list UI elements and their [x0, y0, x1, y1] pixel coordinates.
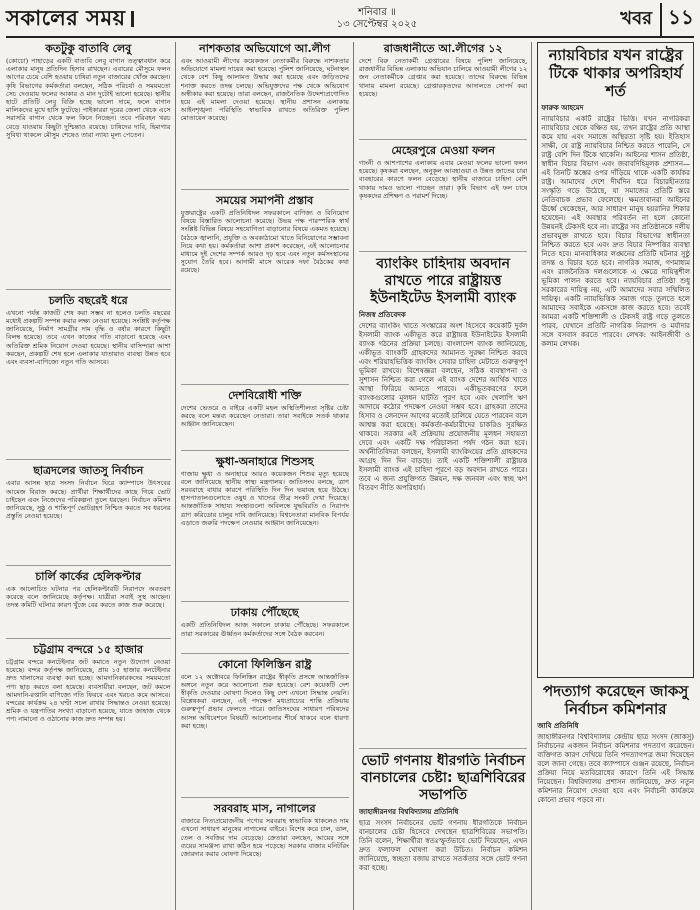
article	[6, 643, 171, 906]
article	[6, 294, 171, 461]
article-body: ন্যায়বিচার একটি রাষ্ট্রের ভিত্তি। যখন নাগরিকরা ন্যায়বিচার থেকে বঞ্চিত হয়, তখন রাষ্ট্রের প্রতি আস্থা কমে যায় এবং সমাজে অস্থিরতা সৃষ্টি হয়। ইতিহাস সাক্ষী, যে রাষ্ট্র ন্যায়বিচার নিশ্চিত করতে পারেনি, সে রাষ্ট্র বেশি দিন টিকে থাকেনি। আইনের শাসন প্রতিষ্ঠা, স্বাধীন বিচার বিভাগ এবং জবাবদিহিমূলক প্রশাসন—এই তিনটি স্তম্ভের ওপর দাঁড়িয়ে থাকে একটি কার্যকর রাষ্ট্র। আমাদের দেশে দীর্ঘদিন ধরে বিচারহীনতার সংস্কৃতি গড়ে উঠেছে, যা সমাজের প্রতিটি স্তরে নেতিবাচক প্রভাব ফেলেছে। ক্ষমতাবানরা আইনের ঊর্ধ্বে থেকেছেন, আর সাধারণ মানুষ হয়রানির শিকার হয়েছেন। এই অবস্থার পরিবর্তন না হলে কোনো উন্নয়নই টেকসই হবে না। রাষ্ট্রের সব প্রতিষ্ঠানকে দলীয় প্রভাবমুক্ত রাখতে হবে। বিচার বিভাগের স্বাধীনতা নিশ্চিত করতে হবে এবং দ্রুত বিচার নিষ্পত্তির ব্যবস্থা নিতে হবে। মানবাধিকার লঙ্ঘনের প্রতিটি ঘটনার সুষ্ঠু তদন্ত ও বিচার হতে হবে। নাগরিক সমাজ, গণমাধ্যম এবং রাজনৈতিক দলগুলোকে এ ক্ষেত্রে দায়িত্বশীল ভূমিকা পালন করতে হবে। ন্যায়বিচার প্রতিষ্ঠা শুধু সরকারের দায়িত্ব নয়, এটি আমাদের সবার সম্মিলিত দায়িত্ব। একটি ন্যায়ভিত্তিক সমাজ গড়ে তুলতে হলে আমাদের সবাইকে একসঙ্গে কাজ করতে হবে। তবেই আমরা একটি শক্তিশালী ও টেকসই রাষ্ট্র গড়ে তুলতে পারব, যেখানে প্রতিটি নাগরিক নিরাপদ ও মর্যাদার সঙ্গে বসবাস করতে পারবে। লেখক: আইনজীবী ও কলাম লেখক।	[541, 115, 691, 348]
newspaper-brand	[6, 2, 134, 37]
article-body: বলে ১২ অক্টোবরে ফিলিস্তিন রাষ্ট্রের স্বীকৃতি প্রসঙ্গে আন্তর্জাতিক অঙ্গনে নতুন করে আলোচনা শুরু হয়েছে। বেশ কয়েকটি দেশ স্বীকৃতি দেওয়ার ঘোষণা দিলেও কিছু দেশ এখনো সিদ্ধান্ত নেয়নি। বিশ্লেষকরা বলছেন, এই পদক্ষেপ মধ্যপ্রাচ্যের শান্তি প্রক্রিয়ায় গুরুত্বপূর্ণ প্রভাব ফেলতে পারে। জাতিসংঘের সাধারণ পরিষদের আসন্ন অধিবেশনে বিষয়টি আলোচনার শীর্ষে থাকবে বলে ধারণা করা হচ্ছে।	[180, 672, 349, 730]
article-headline[interactable]: চলতি বছরেই ধরে	[48, 293, 128, 307]
date: ১৩ সেপ্টেম্বর ২০২৫	[336, 19, 418, 30]
article-headline[interactable]: নাশকতার অভিযোগে আ.লীগ	[199, 42, 331, 55]
article-body: এবং আওয়ামী লীগের কয়েকজন নেতাকর্মীর বিরুদ্ধে নাশকতার অভিযোগে মামলা দায়ের করা হয়েছে। পুলিশ জানিয়েছে, ঘটনাস্থল থেকে বেশ কিছু আলামত উদ্ধার করা হয়েছে এবং জড়িতদের শনাক্ত করতে তদন্ত চলছে। অভিযুক্তদের পক্ষ থেকে অভিযোগ অস্বীকার করা হয়েছে। তারা বলছেন, রাজনৈতিক উদ্দেশ্যপ্রণোদিত হয়ে এই মামলা দেওয়া হয়েছে। স্থানীয় প্রশাসন এলাকায় আইনশৃঙ্খলা পরিস্থিতি স্বাভাবিক রাখতে অতিরিক্ত পুলিশ মোতায়েন করেছে।	[180, 57, 349, 123]
article-body: দেশের ব্যাংকিং খাতে সংস্কারের অংশ হিসেবে কয়েকটি দুর্বল ইসলামী ব্যাংক একীভূত করে রাষ্ট্রায়ত্ত ইউনাইটেড ইসলামী ব্যাংক গঠনের প্রক্রিয়া চলছে। বাংলাদেশ ব্যাংক জানিয়েছে, একীভূত ব্যাংকটি গ্রাহকদের আমানত সুরক্ষা নিশ্চিত করবে এবং শরিয়াহভিত্তিক ব্যাংকিং সেবার চাহিদা মেটাতে গুরুত্বপূর্ণ ভূমিকা রাখবে। বিশেষজ্ঞরা বলছেন, সঠিক ব্যবস্থাপনা ও সুশাসন নিশ্চিত করা গেলে এই ব্যাংক দেশের আর্থিক খাতে আস্থা ফিরিয়ে আনতে পারবে। একীভূতকরণের ফলে ব্যাংকগুলোর মূলধন ঘাটতি পূরণ হবে এবং খেলাপি ঋণ আদায়ে কঠোর পদক্ষেপ নেওয়া সম্ভব হবে। গ্রাহকরা তাদের হিসাব ও লেনদেন আগের মতোই চালিয়ে যেতে পারবেন বলে আশ্বস্ত করা হয়েছে। কর্মকর্তা-কর্মচারীদের চাকরিও সুরক্ষিত থাকবে। সরকার এই প্রক্রিয়ায় প্রয়োজনীয় মূলধন সহায়তা দেবে এবং একটি দক্ষ পরিচালনা পর্ষদ গঠন করা হবে। অর্থনীতিবিদরা বলছেন, ইসলামী ব্যাংকিংয়ের প্রতি গ্রাহকদের আগ্রহ দিন দিন বাড়ছে। তাই একটি শক্তিশালী রাষ্ট্রায়ত্ত ইসলামী ব্যাংক এই চাহিদা পূরণে বড় অবদান রাখতে পারে। তবে এ জন্য প্রযুক্তিগত উন্নয়ন, দক্ষ জনবল এবং স্বচ্ছ ঋণ বিতরণ নীতি অপরিহার্য।	[358, 321, 528, 492]
article	[181, 802, 349, 906]
article	[181, 606, 349, 653]
article	[6, 42, 171, 290]
article-body: এবার আসন্ন ছাত্র সংসদ নির্বাচন ঘিরে ক্যাম্পাসে উৎসবের আমেজ বিরাজ করছে। প্রার্থীরা শিক্ষার্থীদের কাছে গিয়ে ভোট চাইছেন এবং নিজেদের পরিকল্পনা তুলে ধরছেন। নির্বাচন কমিশন জানিয়েছে, সুষ্ঠু ও শান্তিপূর্ণ ভোটগ্রহণ নিশ্চিত করতে সব ধরনের প্রস্তুতি নেওয়া হয়েছে।	[6, 479, 171, 521]
article-headline[interactable]: চট্টগ্রাম বন্দরে ১৫ হাজার	[33, 642, 144, 656]
column-2	[181, 42, 354, 910]
article	[359, 256, 527, 749]
masthead	[6, 4, 694, 38]
section-tag	[620, 3, 694, 36]
article	[181, 389, 349, 451]
article-body: এক আলোচিত ঘটনার পর হেলিকপ্টারটি নিরাপদে অবতরণ করেছে বলে জানিয়েছে কর্তৃপক্ষ। যাত্রীরা সবাই সুস্থ আছেন। তদন্ত কমিটি ঘটনার কারণ খুঁজে বের করতে কাজ শুরু করেছে।	[6, 584, 171, 610]
article	[181, 658, 349, 799]
article-body: ছাত্র সংসদ নির্বাচনের ভোট গণনায় ধীরগতিকে নির্বাচন বানচালের চেষ্টা হিসেবে দেখছেন ছাত্রশিবিরের সভাপতি। তিনি বলেন, শিক্ষার্থীরা স্বতঃস্ফূর্তভাবে ভোট দিয়েছেন, এখন দ্রুত ফলাফল ঘোষণা করা উচিত। নির্বাচন কমিশন জানিয়েছে, স্বচ্ছতা বজায় রাখতে সতর্কতার সঙ্গে ভোট গণনা করা হচ্ছে।	[358, 818, 528, 872]
article	[359, 42, 527, 140]
article-byline: জাহাঙ্গীরনগর বিশ্ববিদ্যালয় প্রতিনিধি	[358, 806, 459, 816]
article-body: গাজায় ক্ষুধা ও অনাহারে আরও কয়েকজন শিশুর মৃত্যু হয়েছে বলে জানিয়েছে স্থানীয় স্বাস্থ্য মন্ত্রণালয়। জাতিসংঘ বলছে, ত্রাণ সরবরাহে বাধার কারণে পরিস্থিতি দিন দিন ভয়াবহ হয়ে উঠছে। হাসপাতালগুলোতে ওষুধ ও খাদ্যের তীব্র সংকট দেখা দিয়েছে। আন্তর্জাতিক সাহায্য সংস্থাগুলো অবিলম্বে যুদ্ধবিরতি ও নিরাপদ ত্রাণ করিডোর চালুর দাবি জানিয়েছে। বিশ্বনেতারা মানবিক বিপর্যয় এড়াতে জরুরি পদক্ষেপ নেওয়ার আহ্বান জানিয়েছেন।	[180, 469, 349, 527]
article-headline[interactable]: পদত্যাগ করেছেন জাকসু নির্বাচন কমিশনার	[543, 681, 689, 718]
article-body: বাজারে নিত্যপ্রয়োজনীয় পণ্যের সরবরাহ স্বাভাবিক থাকলেও দাম এখনো সাধারণ মানুষের নাগালের বাইরে। বিশেষ করে চাল, ডাল, তেল ও সবজির দাম বেড়েছে। ক্রেতারা বলছেন, আয়ের সঙ্গে ব্যয়ের সামঞ্জস্য রাখা কঠিন হয়ে পড়েছে। সরকার বাজার মনিটরিং জোরদার করার ঘোষণা দিয়েছে।	[180, 817, 349, 859]
article-body: গাংনী ও আশপাশের এলাকায় এবার মেওয়া ফলের ভালো ফলন হয়েছে। কৃষকরা বলছেন, অনুকূল আবহাওয়া ও উন্নত জাতের চারা ব্যবহারের কারণে ফলন বেড়েছে। স্থানীয় বাজারে চাহিদা বেশি থাকায় দামও ভালো পাচ্ছেন তারা। কৃষি বিভাগ এই ফল চাষে কৃষকদের প্রশিক্ষণ ও পরামর্শ দিচ্ছে।	[358, 159, 528, 200]
article-body: দেশে বিরু নেতাকর্মী গ্রেপ্তারের বিষয়ে পুলিশ জানিয়েছে, রাজধানীর বিভিন্ন এলাকায় অভিযান চালিয়ে আওয়ামী লীগের ১২ জন নেতাকর্মীকে গ্রেপ্তার করা হয়েছে। তাদের বিরুদ্ধে বিভিন্ন থানায় মামলা রয়েছে। গ্রেপ্তারকৃতদের আদালতে সোপর্দ করা হয়েছে।	[358, 57, 528, 98]
article-byline: জাবি প্রতিনিধি	[537, 720, 579, 730]
article-headline[interactable]: কোনো ফিলিস্তিন রাষ্ট্র	[217, 657, 312, 671]
article	[359, 753, 527, 906]
article-columns	[6, 42, 694, 910]
article	[359, 144, 527, 251]
column-3	[359, 42, 532, 910]
article-headline[interactable]: ঢাকায় পৌঁছেছে	[230, 606, 299, 620]
article-headline[interactable]: ছাত্রদলের জাতসু নির্বাচন	[33, 464, 144, 478]
article-headline[interactable]: মেহেরপুরে মেওয়া ফলন	[391, 144, 495, 158]
article	[6, 570, 171, 639]
brand-name: সকালের সময়	[6, 5, 126, 30]
article-headline[interactable]: ভোট গণনায় ধীরগতি নির্বাচন বানচালের চেষ্টা: ছাত্রশিবিরের সভাপতি	[360, 752, 526, 803]
article-headline[interactable]: দেশবিরোধী শক্তি	[228, 388, 302, 402]
article-headline[interactable]: সময়ের সমাপনী প্রস্তাব	[216, 193, 314, 207]
article-body: (কোচো) পাহাড়ের একটি বাতাবি লেবু বাগান তত্ত্বাবধান করে এলাকার মানুষ প্রতিদিন হিসাব রাখছেন। এবারের মৌসুমে ফলন আগের চেয়ে বেশি হওয়ায় চাষিরা নতুন বাজারের খোঁজ করছেন। কৃষি বিভাগের কর্মকর্তারা বলছেন, সঠিক পরিচর্যা ও সময়মতো সেচ দেওয়ায় ফলের আকার ও মান দুটোই ভালো হয়েছে। স্থানীয় হাটে প্রতিটি লেবু বিক্রি হচ্ছে ভালো দামে, ফলে বাগান মালিকদের মুখে হাসি ফুটেছে। পাইকাররা দূরের জেলা থেকে এসে সরাসরি বাগান থেকে ফল কিনে নিচ্ছেন। তবে পরিবহন খরচ বেড়ে যাওয়ায় কিছুটা দুশ্চিন্তাও রয়েছে। চাষিদের দাবি, হিমাগার সুবিধা থাকলে মৌসুম শেষেও তারা ন্যায্য মূল্য পেতেন।	[6, 57, 171, 139]
article-headline[interactable]: সরবরাহ মাস, নাগালের	[213, 802, 316, 816]
article-headline[interactable]: চার্লি কার্কের হেলিকপ্টার	[35, 569, 142, 583]
article-body: দেশের ভেতরে ও বাইরে একটি মহল অস্থিতিশীলতা সৃষ্টির চেষ্টা করছে বলে মন্তব্য করেছেন নেতারা। তারা সবাইকে সতর্ক থাকার আহ্বান জানিয়েছেন।	[180, 403, 349, 429]
weekday: শনিবার ॥	[358, 7, 396, 18]
article-body: জাহাঙ্গীরনগর বিশ্ববিদ্যালয় কেন্দ্রীয় ছাত্র সংসদ (জাকসু) নির্বাচনের একজন নির্বাচন কমিশনার পদত্যাগ করেছেন। ব্যক্তিগত কারণ দেখিয়ে তিনি পদত্যাগপত্র জমা দিয়েছেন বলে জানা গেছে। তবে ক্যাম্পাসে গুঞ্জন রয়েছে, নির্বাচন প্রক্রিয়া নিয়ে মতবিরোধের কারণে তিনি এই সিদ্ধান্ত নিয়েছেন। বিশ্ববিদ্যালয় প্রশাসন জানিয়েছে, দ্রুত নতুন কমিশনার নিয়োগ দেওয়া হবে এবং নির্বাচনী কার্যক্রমে কোনো প্রভাব পড়বে না।	[537, 732, 695, 804]
article-headline[interactable]: ব্যাংকিং চাহিদায় অবদান রাখতে পারে রাষ্ট্রায়ত্ত ইউনাইটেড ইসলামী ব্যাংক	[370, 255, 516, 306]
article	[6, 464, 171, 566]
article-body: একটি প্রতিনিধিদল আজ সকালে ঢাকায় পৌঁছেছে। সফরকালে তারা সরকারের ঊর্ধ্বতন কর্মকর্তাদের সঙ্গে বৈঠক করবেন।	[180, 621, 349, 638]
article-headline[interactable]: কতটুকু বাতাবি লেবু	[45, 42, 132, 55]
article-headline[interactable]: ন্যায়বিচার যখন রাষ্ট্রের টিকে থাকার অপরিহার্য শর্ত	[548, 46, 683, 100]
article	[181, 42, 349, 190]
column-4	[537, 42, 694, 910]
column-1	[6, 42, 176, 910]
brand-divider	[131, 11, 134, 27]
article-headline[interactable]: ক্ষুধা-অনাহারে শিশুসহ	[215, 454, 314, 468]
article-body: এখনো পর্যন্ত কাজটি শেষ করা সম্ভব না হলেও চলতি বছরের মধ্যেই প্রকল্পটি সম্পন্ন করার লক্ষ্য নেওয়া হয়েছে। সংশ্লিষ্ট কর্তৃপক্ষ জানিয়েছে, নির্মাণ সামগ্রীর দাম বৃদ্ধি ও বর্ষার কারণে কিছুটা বিলম্ব হয়েছে। তবে এখন কাজের গতি বাড়ানো হয়েছে এবং অতিরিক্ত শ্রমিক নিয়োগ দেওয়া হয়েছে। স্থানীয় বাসিন্দারা আশা করছেন, প্রকল্পটি শেষ হলে এলাকার যাতায়াত ব্যবস্থা উন্নত হবে এবং ব্যবসা-বাণিজ্যে নতুন গতি আসবে।	[6, 308, 171, 367]
page-number: ১১	[660, 3, 694, 36]
article	[181, 194, 349, 385]
article	[537, 42, 694, 678]
section-name: খবর	[620, 7, 653, 29]
article-body: চট্টগ্রাম বন্দরে কনটেইনার জট কমাতে নতুন উদ্যোগ নেওয়া হয়েছে। বন্দর কর্তৃপক্ষ জানিয়েছে, প্রায় ১৫ হাজার কনটেইনার দ্রুত খালাসের ব্যবস্থা করা হচ্ছে। আমদানিকারকদের সময়মতো পণ্য ছাড় করতে বলা হয়েছে। ব্যবসায়ীরা বলছেন, জট কমলে আমদানি-রপ্তানি বাণিজ্যে গতি ফিরবে এবং খরচও কমে আসবে। বন্দরের কার্যক্রম ২৪ ঘণ্টা সচল রাখার সিদ্ধান্তও নেওয়া হয়েছে। শ্রমিক ও যন্ত্রপাতির সংখ্যা বাড়ানো হয়েছে, যাতে জাহাজ থেকে পণ্য নামানো ও ওঠানোর কাজ দ্রুত সম্পন্ন হয়।	[6, 657, 171, 724]
dateline	[337, 7, 418, 31]
article	[537, 682, 694, 906]
article-headline[interactable]: রাজধানীতে আ.লীগের ১২	[383, 42, 503, 55]
article-byline: নিজস্ব প্রতিবেদক	[358, 309, 406, 319]
article-byline: ফারুক আহমেদ	[541, 103, 584, 112]
article-body: যুক্তরাষ্ট্রের একটি প্রতিনিধিদল সফরকালে বাণিজ্য ও বিনিয়োগ বিষয়ে বিস্তারিত আলোচনা করেছে। উভয় পক্ষ পারস্পরিক স্বার্থ সংশ্লিষ্ট বিভিন্ন বিষয়ে সহযোগিতা বাড়ানোর বিষয়ে একমত হয়েছে। বৈঠকে জ্বালানি, প্রযুক্তি ও অবকাঠামো খাতে বিনিয়োগের সম্ভাবনা নিয়ে কথা হয়। কর্মকর্তারা আশা প্রকাশ করেছেন, এই আলোচনার মাধ্যমে দুই দেশের সম্পর্ক আরও দৃঢ় হবে এবং নতুন কর্মসংস্থানের সুযোগ তৈরি হবে। আগামী মাসে আরেক দফা বৈঠকের কথা রয়েছে।	[180, 208, 349, 275]
article	[181, 455, 349, 603]
